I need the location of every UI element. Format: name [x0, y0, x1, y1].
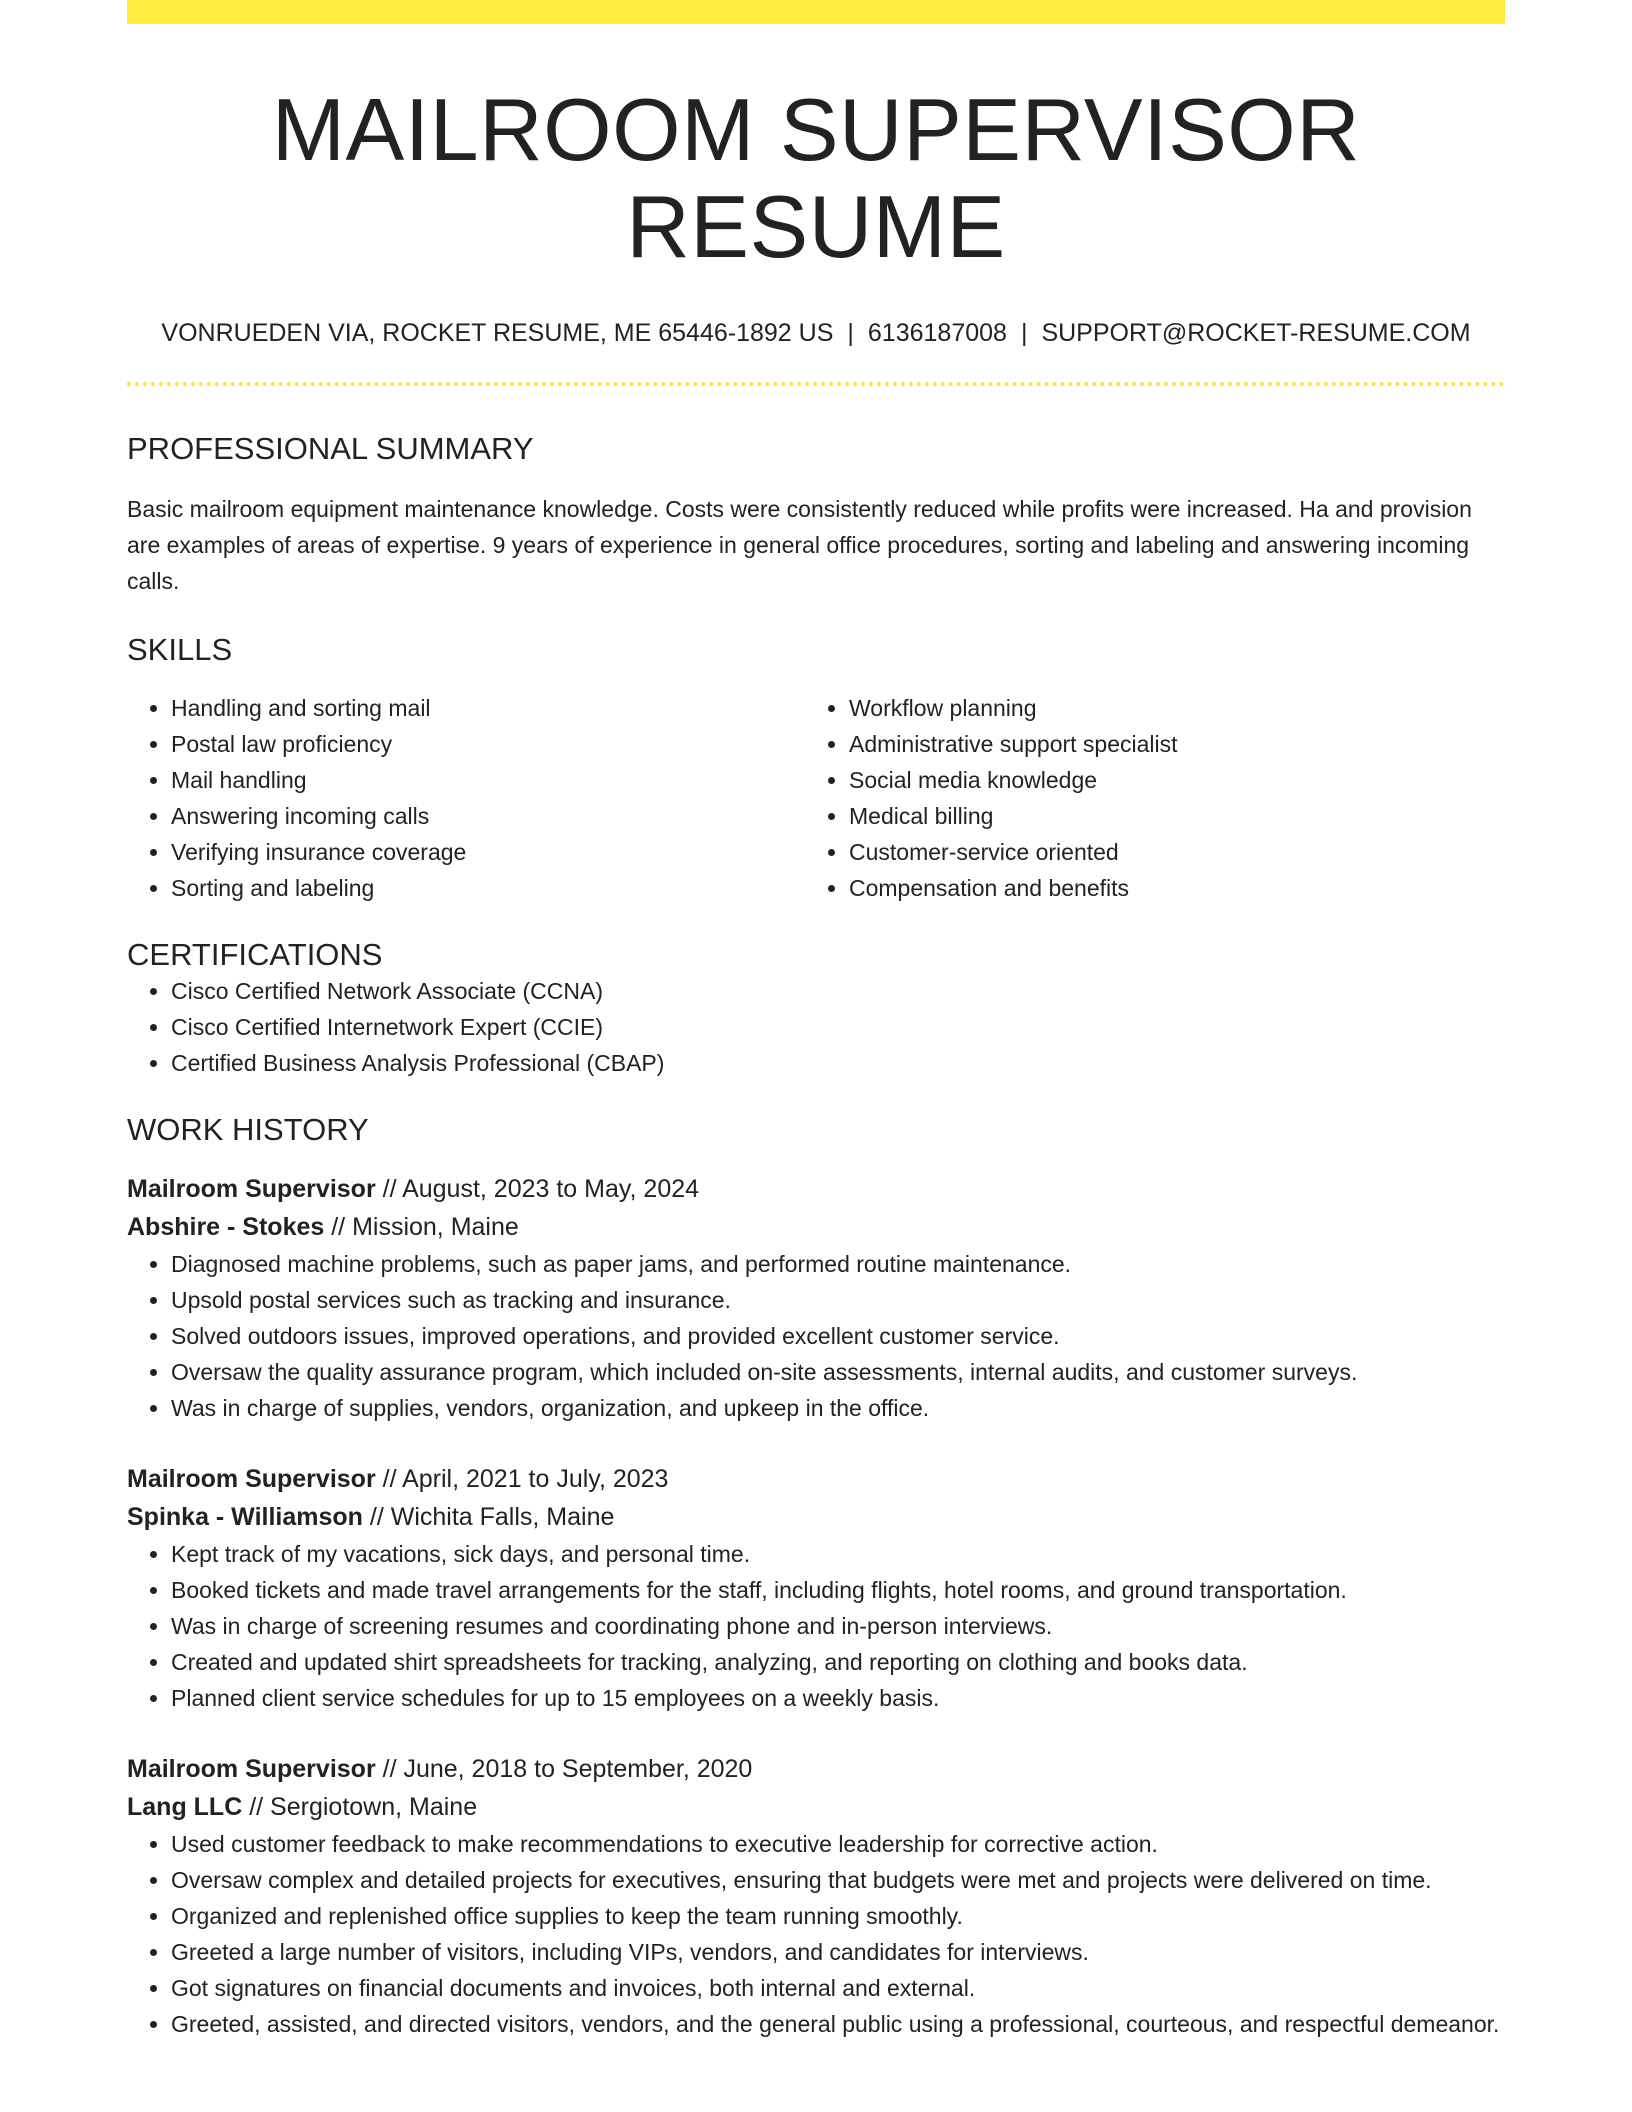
job-entry: [127, 1460, 1505, 1716]
skill-item: • Verifying insurance coverage: [171, 834, 805, 870]
job-bullet: • Was in charge of screening resumes and coordinating phone and in-person interviews.: [171, 1608, 1505, 1644]
job-bullet: • Greeted a large number of visitors, including VIPs, vendors, and candidates for interviews.: [171, 1934, 1505, 1970]
job-role: Mailroom Supervisor: [127, 1175, 376, 1204]
job-bullet: • Oversaw complex and detailed projects for executives, ensuring that budgets were met and projects were delivered on time.: [171, 1862, 1505, 1898]
work-history-heading: WORK HISTORY: [127, 1112, 369, 1148]
skill-item: • Social media knowledge: [849, 762, 1483, 798]
job-role-line: [127, 1170, 1505, 1208]
job-location: // Sergiotown, Maine: [242, 1793, 478, 1822]
skills-section: [127, 631, 1505, 906]
skill-item: • Mail handling: [171, 762, 805, 798]
summary-section: [127, 430, 1505, 599]
skills-grid: [127, 690, 1505, 906]
job-entry: [127, 1750, 1505, 2042]
job-bullet: • Organized and replenished office supplies to keep the team running smoothly.: [171, 1898, 1505, 1934]
summary-heading: PROFESSIONAL SUMMARY: [127, 430, 534, 466]
job-company: Spinka - Williamson: [127, 1503, 363, 1532]
job-bullet: • Planned client service schedules for up to 15 employees on a weekly basis.: [171, 1680, 1505, 1716]
contact-address: VONRUEDEN VIA, ROCKET RESUME, ME 65446-1892 US: [161, 318, 834, 347]
work-history-section: [127, 1111, 1505, 2042]
accent-top-bar: [127, 0, 1505, 24]
job-bullet: • Upsold postal services such as tracking and insurance.: [171, 1282, 1505, 1318]
job-bullet: • Oversaw the quality assurance program, which included on-site assessments, internal audits, and customer surveys.: [171, 1354, 1505, 1390]
job-bullet: • Created and updated shirt spreadsheets for tracking, analyzing, and reporting on clothing and books data.: [171, 1644, 1505, 1680]
skill-item: • Medical billing: [849, 798, 1483, 834]
dotted-divider: [127, 382, 1505, 386]
job-bullet: • Was in charge of supplies, vendors, organization, and upkeep in the office.: [171, 1390, 1505, 1426]
job-role-line: [127, 1750, 1505, 1788]
job-company: Lang LLC: [127, 1793, 243, 1822]
job-bullet: • Kept track of my vacations, sick days, and personal time.: [171, 1536, 1505, 1572]
job-location: // Mission, Maine: [324, 1213, 519, 1242]
summary-text: Basic mailroom equipment maintenance knowledge. Costs were consistently reduced while profits were increased. Ha and provision are examples of areas of expertise. 9 years of experience in general office procedures, sorting and labeling and answering incoming calls.: [127, 495, 1472, 594]
job-bullet: • Greeted, assisted, and directed visitors, vendors, and the general public using a professional, courteous, and respectful demeanor.: [171, 2006, 1505, 2042]
contact-phone: 6136187008: [867, 318, 1007, 347]
skill-item: • Sorting and labeling: [171, 870, 805, 906]
job-role: Mailroom Supervisor: [127, 1755, 376, 1784]
skills-list-right: [805, 690, 1483, 906]
job-bullets: [127, 1246, 1505, 1426]
skill-item: • Workflow planning: [849, 690, 1483, 726]
job-company-line: [127, 1788, 1505, 1826]
job-dates: // August, 2023 to May, 2024: [375, 1175, 700, 1204]
job-bullet: • Booked tickets and made travel arrangements for the staff, including flights, hotel rooms, and ground transportation.: [171, 1572, 1505, 1608]
certifications-list: [127, 973, 1505, 1081]
job-dates: // April, 2021 to July, 2023: [375, 1465, 669, 1494]
skills-column-left: [127, 690, 805, 906]
skill-item: • Administrative support specialist: [849, 726, 1483, 762]
skills-column-right: [805, 690, 1483, 906]
certifications-heading: CERTIFICATIONS: [127, 936, 383, 972]
skill-item: • Postal law proficiency: [171, 726, 805, 762]
certification-item: • Cisco Certified Network Associate (CCNA): [171, 973, 1505, 1009]
resume-title: MAILROOM SUPERVISOR RESUME: [271, 80, 1361, 276]
certification-item: • Cisco Certified Internetwork Expert (CCIE): [171, 1009, 1505, 1045]
resume-page: [127, 0, 1505, 2042]
contact-email: SUPPORT@ROCKET-RESUME.COM: [1041, 318, 1471, 347]
contact-separator: |: [847, 318, 854, 347]
job-bullet: • Solved outdoors issues, improved operations, and provided excellent customer service.: [171, 1318, 1505, 1354]
job-company-line: [127, 1208, 1505, 1246]
job-role-line: [127, 1460, 1505, 1498]
skills-list-left: [127, 690, 805, 906]
certifications-section: [127, 936, 1505, 1081]
skill-item: • Customer-service oriented: [849, 834, 1483, 870]
job-entry: [127, 1170, 1505, 1426]
job-bullets: [127, 1536, 1505, 1716]
skills-heading: SKILLS: [127, 631, 233, 667]
job-bullets: [127, 1826, 1505, 2042]
job-dates: // June, 2018 to September, 2020: [375, 1755, 753, 1784]
job-bullet: • Got signatures on financial documents and invoices, both internal and external.: [171, 1970, 1505, 2006]
job-company: Abshire - Stokes: [127, 1213, 325, 1242]
skill-item: • Compensation and benefits: [849, 870, 1483, 906]
contact-separator: |: [1020, 318, 1028, 347]
job-bullet: • Diagnosed machine problems, such as paper jams, and performed routine maintenance.: [171, 1246, 1505, 1282]
job-bullet: • Used customer feedback to make recommendations to executive leadership for corrective action.: [171, 1826, 1505, 1862]
certification-item: • Certified Business Analysis Professional (CBAP): [171, 1045, 1505, 1081]
job-role: Mailroom Supervisor: [127, 1465, 376, 1494]
job-company-line: [127, 1498, 1505, 1536]
skill-item: • Answering incoming calls: [171, 798, 805, 834]
skill-item: • Handling and sorting mail: [171, 690, 805, 726]
contact-line: [127, 318, 1505, 348]
job-location: // Wichita Falls, Maine: [362, 1503, 615, 1532]
